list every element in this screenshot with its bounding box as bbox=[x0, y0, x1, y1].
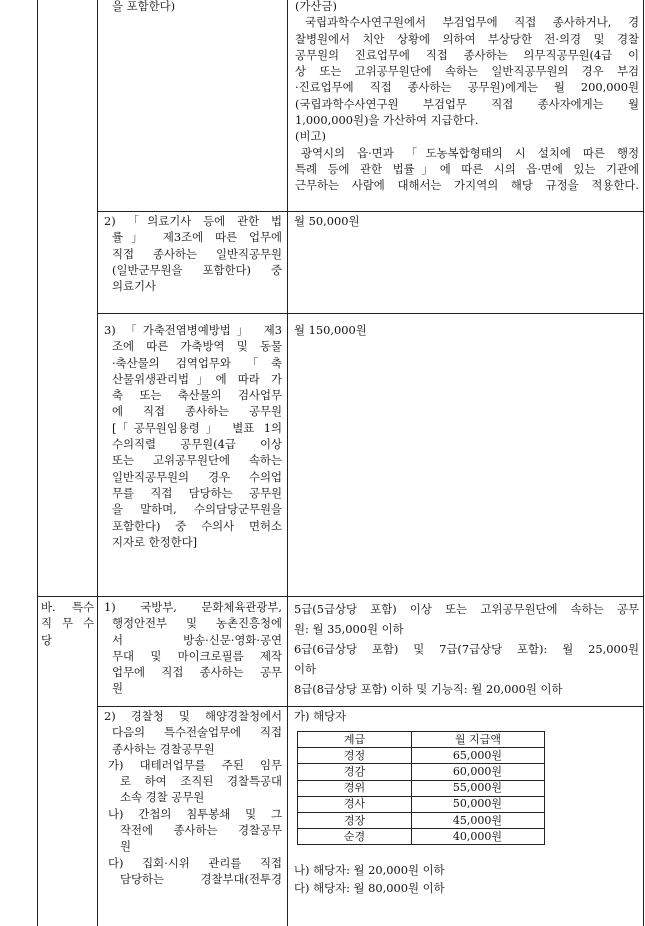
text-line: 수의직렬 공무원(4급 이상 bbox=[112, 437, 282, 452]
text-line: ·진료업무에 직접 종사하는 공무원)에게는 월 200,000원 bbox=[295, 80, 639, 95]
text-line: 다) 집회·시위 관리를 직접 bbox=[108, 855, 282, 870]
rule-left-outer bbox=[37, 0, 38, 926]
text-line: 공무원의 진료업무에 직접 종사하는 의무직공무원(4급 이 bbox=[295, 47, 639, 62]
text-line: (가산금) bbox=[295, 0, 337, 13]
text-line: 조에 따른 가축방역 및 동물 bbox=[112, 339, 282, 354]
text-line: (국립과학수사연구원 부검업무 직접 종사자에게는 월 bbox=[295, 96, 639, 111]
text-line: 1) 국방부, 문화체육관광부, bbox=[104, 600, 282, 614]
text-line: 률」 제3조에 따른 업무에 bbox=[112, 230, 282, 245]
rank-cell: 경사 bbox=[298, 796, 412, 812]
text-line: 소속 경찰 공무원 bbox=[120, 790, 205, 805]
text-line: 8급(8급상당 포함) 이하 및 기능직: 월 20,000원 이하 bbox=[294, 682, 563, 696]
amount-cell: 55,000원 bbox=[412, 780, 545, 796]
table-row bbox=[298, 796, 545, 812]
row2-amount: 월 50,000원 bbox=[294, 214, 360, 228]
text-line: 일반직공무원의 경우 수의업 bbox=[112, 469, 282, 484]
text-line: 2) 「의료기사 등에 관한 법 bbox=[104, 214, 282, 228]
ba-item2-sub-b: 나) 해당자: 월 20,000원 이하 bbox=[294, 863, 445, 877]
table-header-row bbox=[298, 732, 545, 748]
text-line: 5급(5급상당 포함) 이상 또는 고위공무원단에 속하는 공무 bbox=[294, 602, 639, 616]
text-line: 상 또는 고위공무원단에 속하는 일반직공무원의 경우 부검 bbox=[295, 64, 639, 79]
text-line: 에 직접 종사하는 공무원 bbox=[112, 404, 282, 419]
text-line: 종사하는 경찰공무원 bbox=[112, 741, 215, 756]
text-line: 1,000,000원)을 가산하여 지급한다. bbox=[295, 113, 479, 128]
text-line: 다음의 특수전술업무에 직접 bbox=[112, 725, 282, 740]
text-line: 광역시의 읍·면과 「도농복합형태의 시 설치에 따른 행정 bbox=[301, 145, 639, 160]
text-line: 3) 「가축전염병예방법」 제3 bbox=[104, 323, 282, 337]
text-line: 당 bbox=[41, 632, 53, 647]
rank-cell: 경정 bbox=[298, 748, 412, 764]
rule-desc-col bbox=[287, 0, 288, 926]
amount-cell: 65,000원 bbox=[412, 748, 545, 764]
text-line: 근무하는 사람에 대해서는 가지역의 해당 규정을 적용한다. bbox=[295, 178, 639, 193]
text-line: 산물위생관리법」에 따라 가 bbox=[112, 371, 282, 386]
row2-desc bbox=[104, 213, 282, 294]
text-line: 업무에 직접 종사하는 공무 bbox=[112, 665, 282, 680]
rule-label-col bbox=[97, 0, 98, 926]
text-line: 국립과학수사연구원에서 부검업무에 직접 종사하거나, 경 bbox=[305, 15, 639, 30]
ba-item1-amount bbox=[294, 599, 639, 699]
text-line: 직 무 수 bbox=[41, 616, 94, 631]
text-line: 이하 bbox=[294, 662, 317, 676]
text-line: 또는 고위공무원단에 속하는 bbox=[112, 453, 282, 468]
amount-cell: 50,000원 bbox=[412, 796, 545, 812]
rank-cell: 경위 bbox=[298, 780, 412, 796]
text-line: 가) 대테러업무를 주된 임무 bbox=[108, 757, 282, 772]
row1-desc bbox=[112, 0, 282, 14]
text-line: 6급(6급상당 포함) 및 7급(7급상당 포함): 월 25,000원 bbox=[294, 642, 639, 656]
text-line: (일반군무원을 포함한다) 중 bbox=[112, 262, 282, 277]
text-line: 의료기사 bbox=[112, 279, 157, 294]
text-line: ·축산물의 검역업무와 「축 bbox=[112, 355, 282, 370]
table-row bbox=[298, 780, 545, 796]
table-row bbox=[298, 748, 545, 764]
text-line: 나) 간첩의 침투봉쇄 및 그 bbox=[108, 806, 282, 821]
text-line: 원 bbox=[112, 681, 124, 696]
table-row bbox=[298, 829, 545, 845]
text-line: 원: 월 35,000원 이하 bbox=[294, 622, 404, 636]
text-line: 서 방송·신문·영화·공연 bbox=[112, 632, 282, 647]
rank-cell: 순경 bbox=[298, 829, 412, 845]
text-line: 무를 직접 담당하는 공무원 bbox=[112, 485, 282, 500]
row3-desc bbox=[104, 322, 282, 550]
text-line: 2) 경찰청 및 해양경찰청에서 bbox=[104, 709, 282, 723]
ba-item2-desc bbox=[104, 708, 282, 887]
text-line: 을 말하며, 수의담당군무원을 bbox=[112, 502, 282, 517]
amount-cell: 60,000원 bbox=[412, 764, 545, 780]
col-header-amount: 월 지급액 bbox=[412, 732, 545, 748]
text-line: 로 하여 조직된 경찰특공대 bbox=[120, 774, 282, 789]
text-line: 포함한다) 중 수의사 면허소 bbox=[112, 518, 282, 533]
rule-row-2 bbox=[97, 313, 644, 314]
rank-pay-table bbox=[297, 731, 545, 845]
text-line: 바. 특수 bbox=[41, 600, 94, 614]
table-row bbox=[298, 764, 545, 780]
text-line: 원 bbox=[120, 839, 132, 854]
rule-row-4 bbox=[97, 706, 644, 707]
table-row bbox=[298, 812, 545, 828]
amount-cell: 45,000원 bbox=[412, 812, 545, 828]
text-line: 행정안전부 및 농촌진흥청에 bbox=[112, 616, 282, 631]
text-line: 담당하는 경찰부대(전투경 bbox=[120, 871, 282, 886]
row1-amount bbox=[295, 0, 639, 194]
col-header-rank: 계급 bbox=[298, 732, 412, 748]
ba-item2-sub-a: 가) 해당자 bbox=[294, 709, 347, 723]
text-line: (비고) bbox=[295, 129, 326, 144]
text-line: [「공무원임용령」 별표 1의 bbox=[112, 420, 282, 435]
text-line: 지자로 한정한다] bbox=[112, 534, 198, 549]
text-line: 축 또는 축산물의 검사업무 bbox=[112, 388, 282, 403]
text-line: 찰병원에서 치안 상황에 의하여 부상당한 전·의경 및 경찰 bbox=[295, 31, 639, 46]
rule-row-1 bbox=[97, 211, 644, 212]
rule-row-3 bbox=[37, 596, 644, 597]
row3-amount: 월 150,000원 bbox=[294, 323, 367, 337]
rule-right-outer bbox=[643, 0, 644, 926]
amount-cell: 40,000원 bbox=[412, 829, 545, 845]
text-line: 작전에 종사하는 경찰공무 bbox=[120, 823, 282, 838]
text-line: 직접 종사하는 일반직공무원 bbox=[112, 246, 282, 261]
section-ba-label bbox=[41, 599, 94, 648]
rank-cell: 경감 bbox=[298, 764, 412, 780]
text-line: 특례 등에 관한 법률」에 따른 시의 읍·면에 있는 기관에 bbox=[295, 161, 639, 176]
ba-item2-sub-c: 다) 해당자: 월 80,000원 이하 bbox=[294, 881, 445, 895]
rank-cell: 경장 bbox=[298, 812, 412, 828]
ba-item1-desc bbox=[104, 599, 282, 697]
text-line: 을 포함한다) bbox=[112, 0, 176, 13]
text-line: 무대 및 마이크로필름 제작 bbox=[112, 648, 282, 663]
